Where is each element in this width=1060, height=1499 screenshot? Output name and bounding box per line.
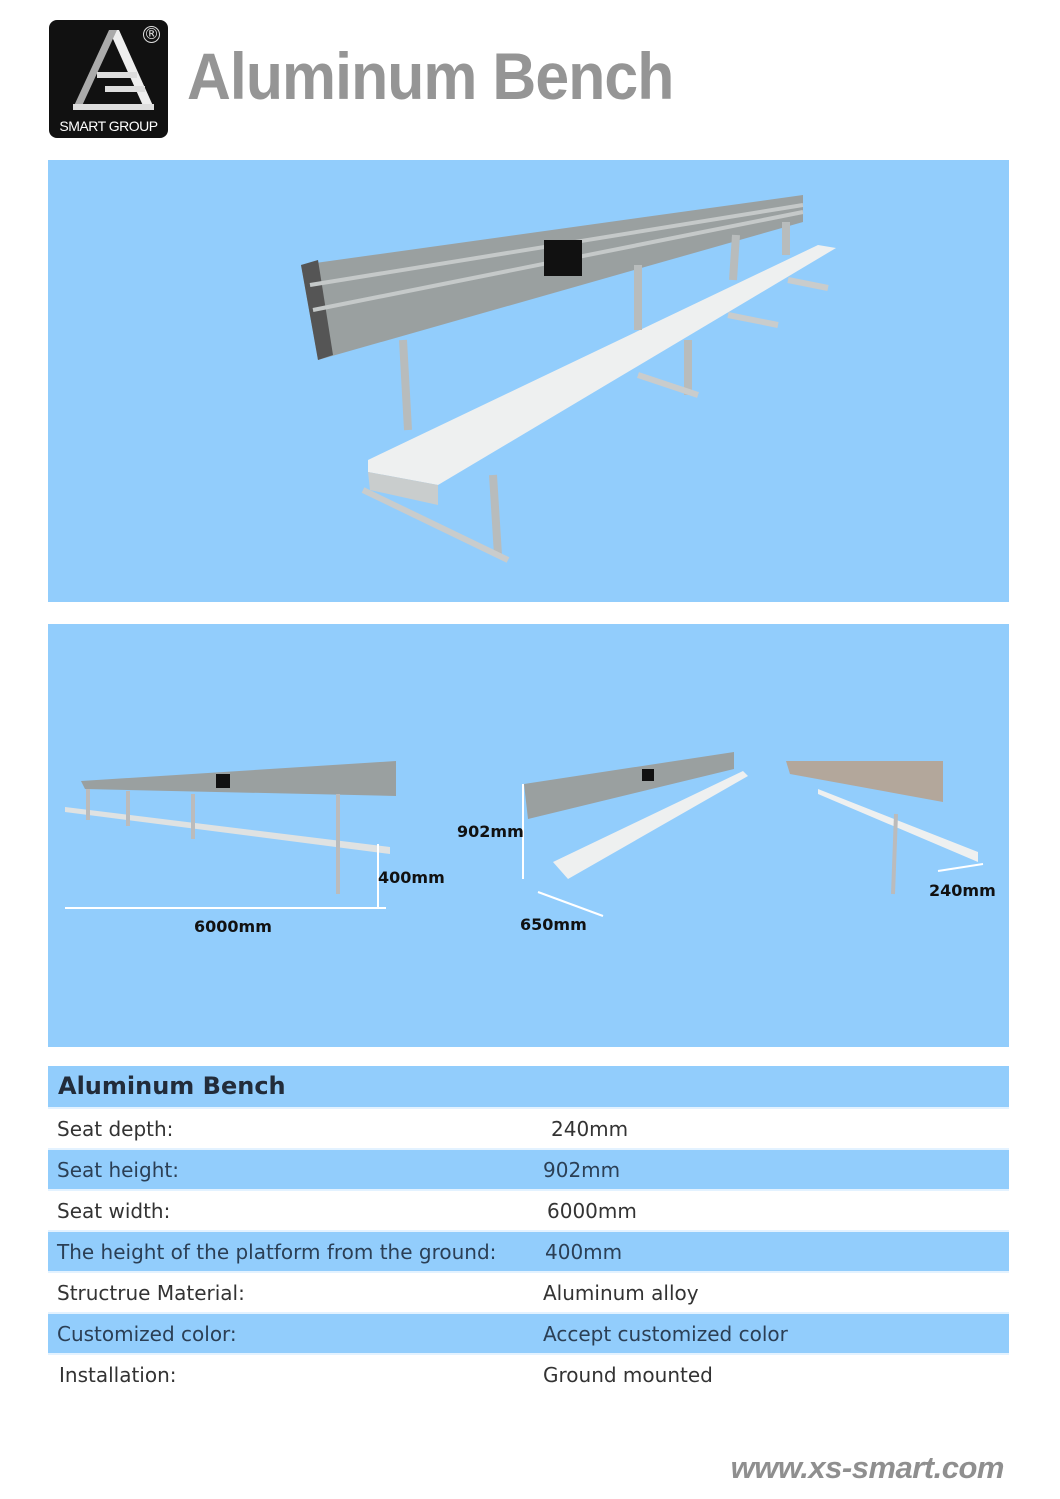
spec-label: Seat height: [57, 1157, 179, 1182]
spec-label: Installation: [59, 1362, 177, 1387]
spec-label: The height of the platform from the ground: [57, 1239, 497, 1264]
website-url: www.xs-smart.com [730, 1450, 1004, 1485]
spec-value: 400mm [545, 1239, 623, 1264]
spec-value: 6000mm [547, 1198, 637, 1223]
table-row [48, 1148, 1009, 1189]
spec-value: Aluminum alloy [543, 1280, 699, 1305]
spec-table [48, 1066, 1009, 1394]
bench-logo-plate [544, 240, 582, 276]
length-dimension-label: 6000mm [194, 917, 272, 936]
table-row [48, 1230, 1009, 1271]
logo-brand-text: SMART GROUP [59, 118, 158, 134]
smart-group-logo [49, 20, 168, 138]
height-dimension-label: 902mm [457, 822, 524, 841]
spec-value: 240mm [551, 1116, 629, 1141]
product-photo-main [48, 160, 1009, 602]
page-title: Aluminum Bench [187, 39, 674, 113]
spec-table-title: Aluminum Bench [48, 1066, 1009, 1107]
spec-value: 902mm [543, 1157, 621, 1182]
table-row [48, 1312, 1009, 1353]
table-row [48, 1271, 1009, 1312]
table-row [48, 1353, 1009, 1394]
spec-label: Seat width: [57, 1198, 171, 1223]
registered-mark: ® [144, 25, 159, 43]
depth-dimension-label: 650mm [520, 915, 587, 934]
platform-height-dimension-label: 400mm [378, 868, 445, 887]
spec-label: Structrue Material: [57, 1280, 245, 1305]
seat-depth-dimension-label: 240mm [929, 881, 996, 900]
product-dimension-views [48, 624, 1009, 1047]
table-row [48, 1107, 1009, 1148]
spec-label: Customized color: [57, 1321, 237, 1346]
bench-illustration [48, 160, 1009, 602]
table-row [48, 1189, 1009, 1230]
spec-value: Ground mounted [543, 1362, 713, 1387]
dimension-illustrations [48, 624, 1009, 1047]
spec-value: Accept customized color [543, 1321, 788, 1346]
spec-label: Seat depth: [57, 1116, 174, 1141]
